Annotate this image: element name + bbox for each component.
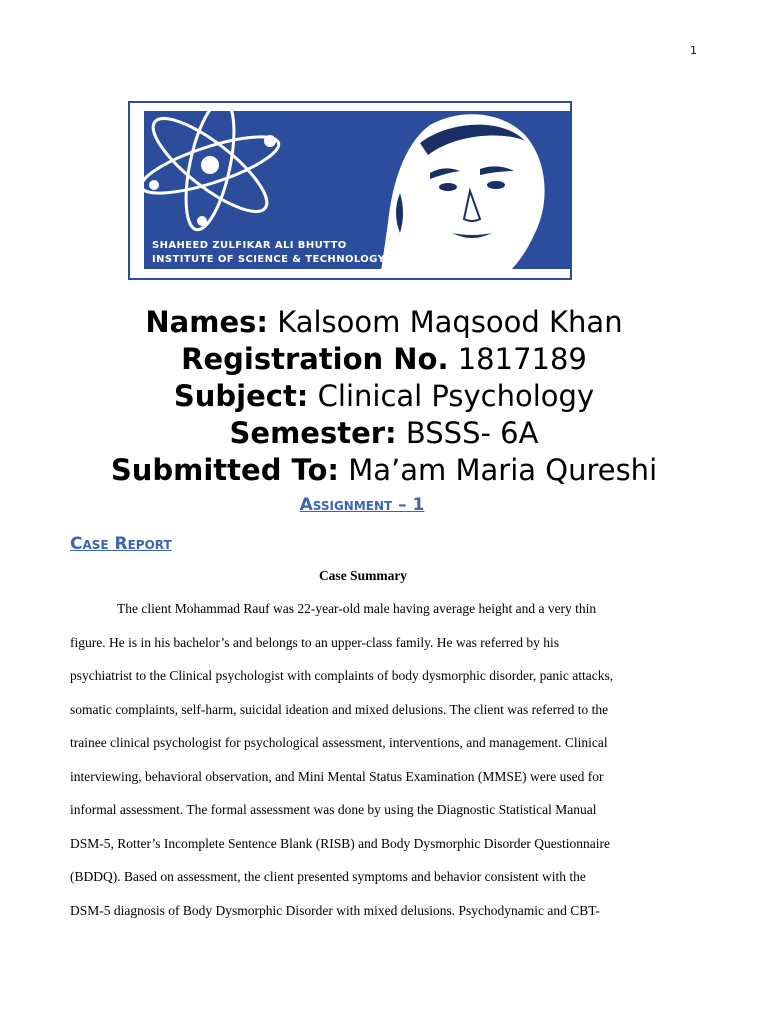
case-report-heading: Case Report (70, 534, 172, 554)
names-value: Kalsoom Maqsood Khan (268, 305, 623, 339)
body-line: DSM-5 diagnosis of Body Dysmorphic Disorder with mixed delusions. Psychodynamic and CBT- (70, 902, 600, 918)
logo-text-line2: INSTITUTE OF SCIENCE & TECHNOLOGY (152, 254, 386, 265)
body-line: trainee clinical psychologist for psychological assessment, interventions, and management. Clinical (70, 735, 608, 750)
page-number: 1 (690, 44, 697, 57)
body-line: somatic complaints, self-harm, suicidal ideation and mixed delusions. The client was referred to the (70, 701, 609, 717)
assignment-heading: Assignment – 1 (299, 495, 425, 515)
logo-text-line1: SHAHEED ZULFIKAR ALI BHUTTO (152, 240, 347, 251)
body-line: figure. He is in his bachelor’s and belongs to an upper-class family. He was referred by his (70, 634, 559, 650)
body-line: psychiatrist to the Clinical psychologist with complaints of body dysmorphic disorder, panic attacks, (70, 668, 614, 683)
registration-row (0, 341, 768, 378)
registration-label: Registration No. (181, 342, 449, 376)
semester-label: Semester: (229, 416, 397, 450)
subject-row (0, 378, 768, 415)
body-line: The client Mohammad Rauf was 22-year-old male having average height and a very thin (117, 601, 597, 616)
submitted-to-row (0, 452, 768, 489)
institute-logo (128, 101, 572, 280)
case-summary-heading: Case Summary (318, 568, 408, 583)
subject-value: Clinical Psychology (308, 379, 595, 413)
submitted-to-value: Ma’am Maria Qureshi (339, 453, 658, 487)
subject-label: Subject: (173, 379, 309, 413)
semester-row (0, 415, 768, 452)
names-row (0, 304, 768, 341)
cover-info (0, 304, 768, 489)
submitted-to-label: Submitted To: (110, 453, 340, 487)
case-summary-body (70, 599, 710, 934)
logo-artwork (130, 103, 570, 278)
body-line: DSM-5, Rotter’s Incomplete Sentence Blank (RISB) and Body Dysmorphic Disorder Questionnaire (70, 835, 611, 851)
semester-value: BSSS- 6A (396, 416, 539, 450)
names-label: Names: (145, 305, 268, 339)
registration-value: 1817189 (448, 342, 587, 376)
body-line: (BDDQ). Based on assessment, the client presented symptoms and behavior consistent with the (70, 869, 586, 884)
body-line: informal assessment. The formal assessment was done by using the Diagnostic Statistical Manual (70, 802, 597, 817)
body-line: interviewing, behavioral observation, and Mini Mental Status Examination (MMSE) were used for (70, 768, 604, 784)
